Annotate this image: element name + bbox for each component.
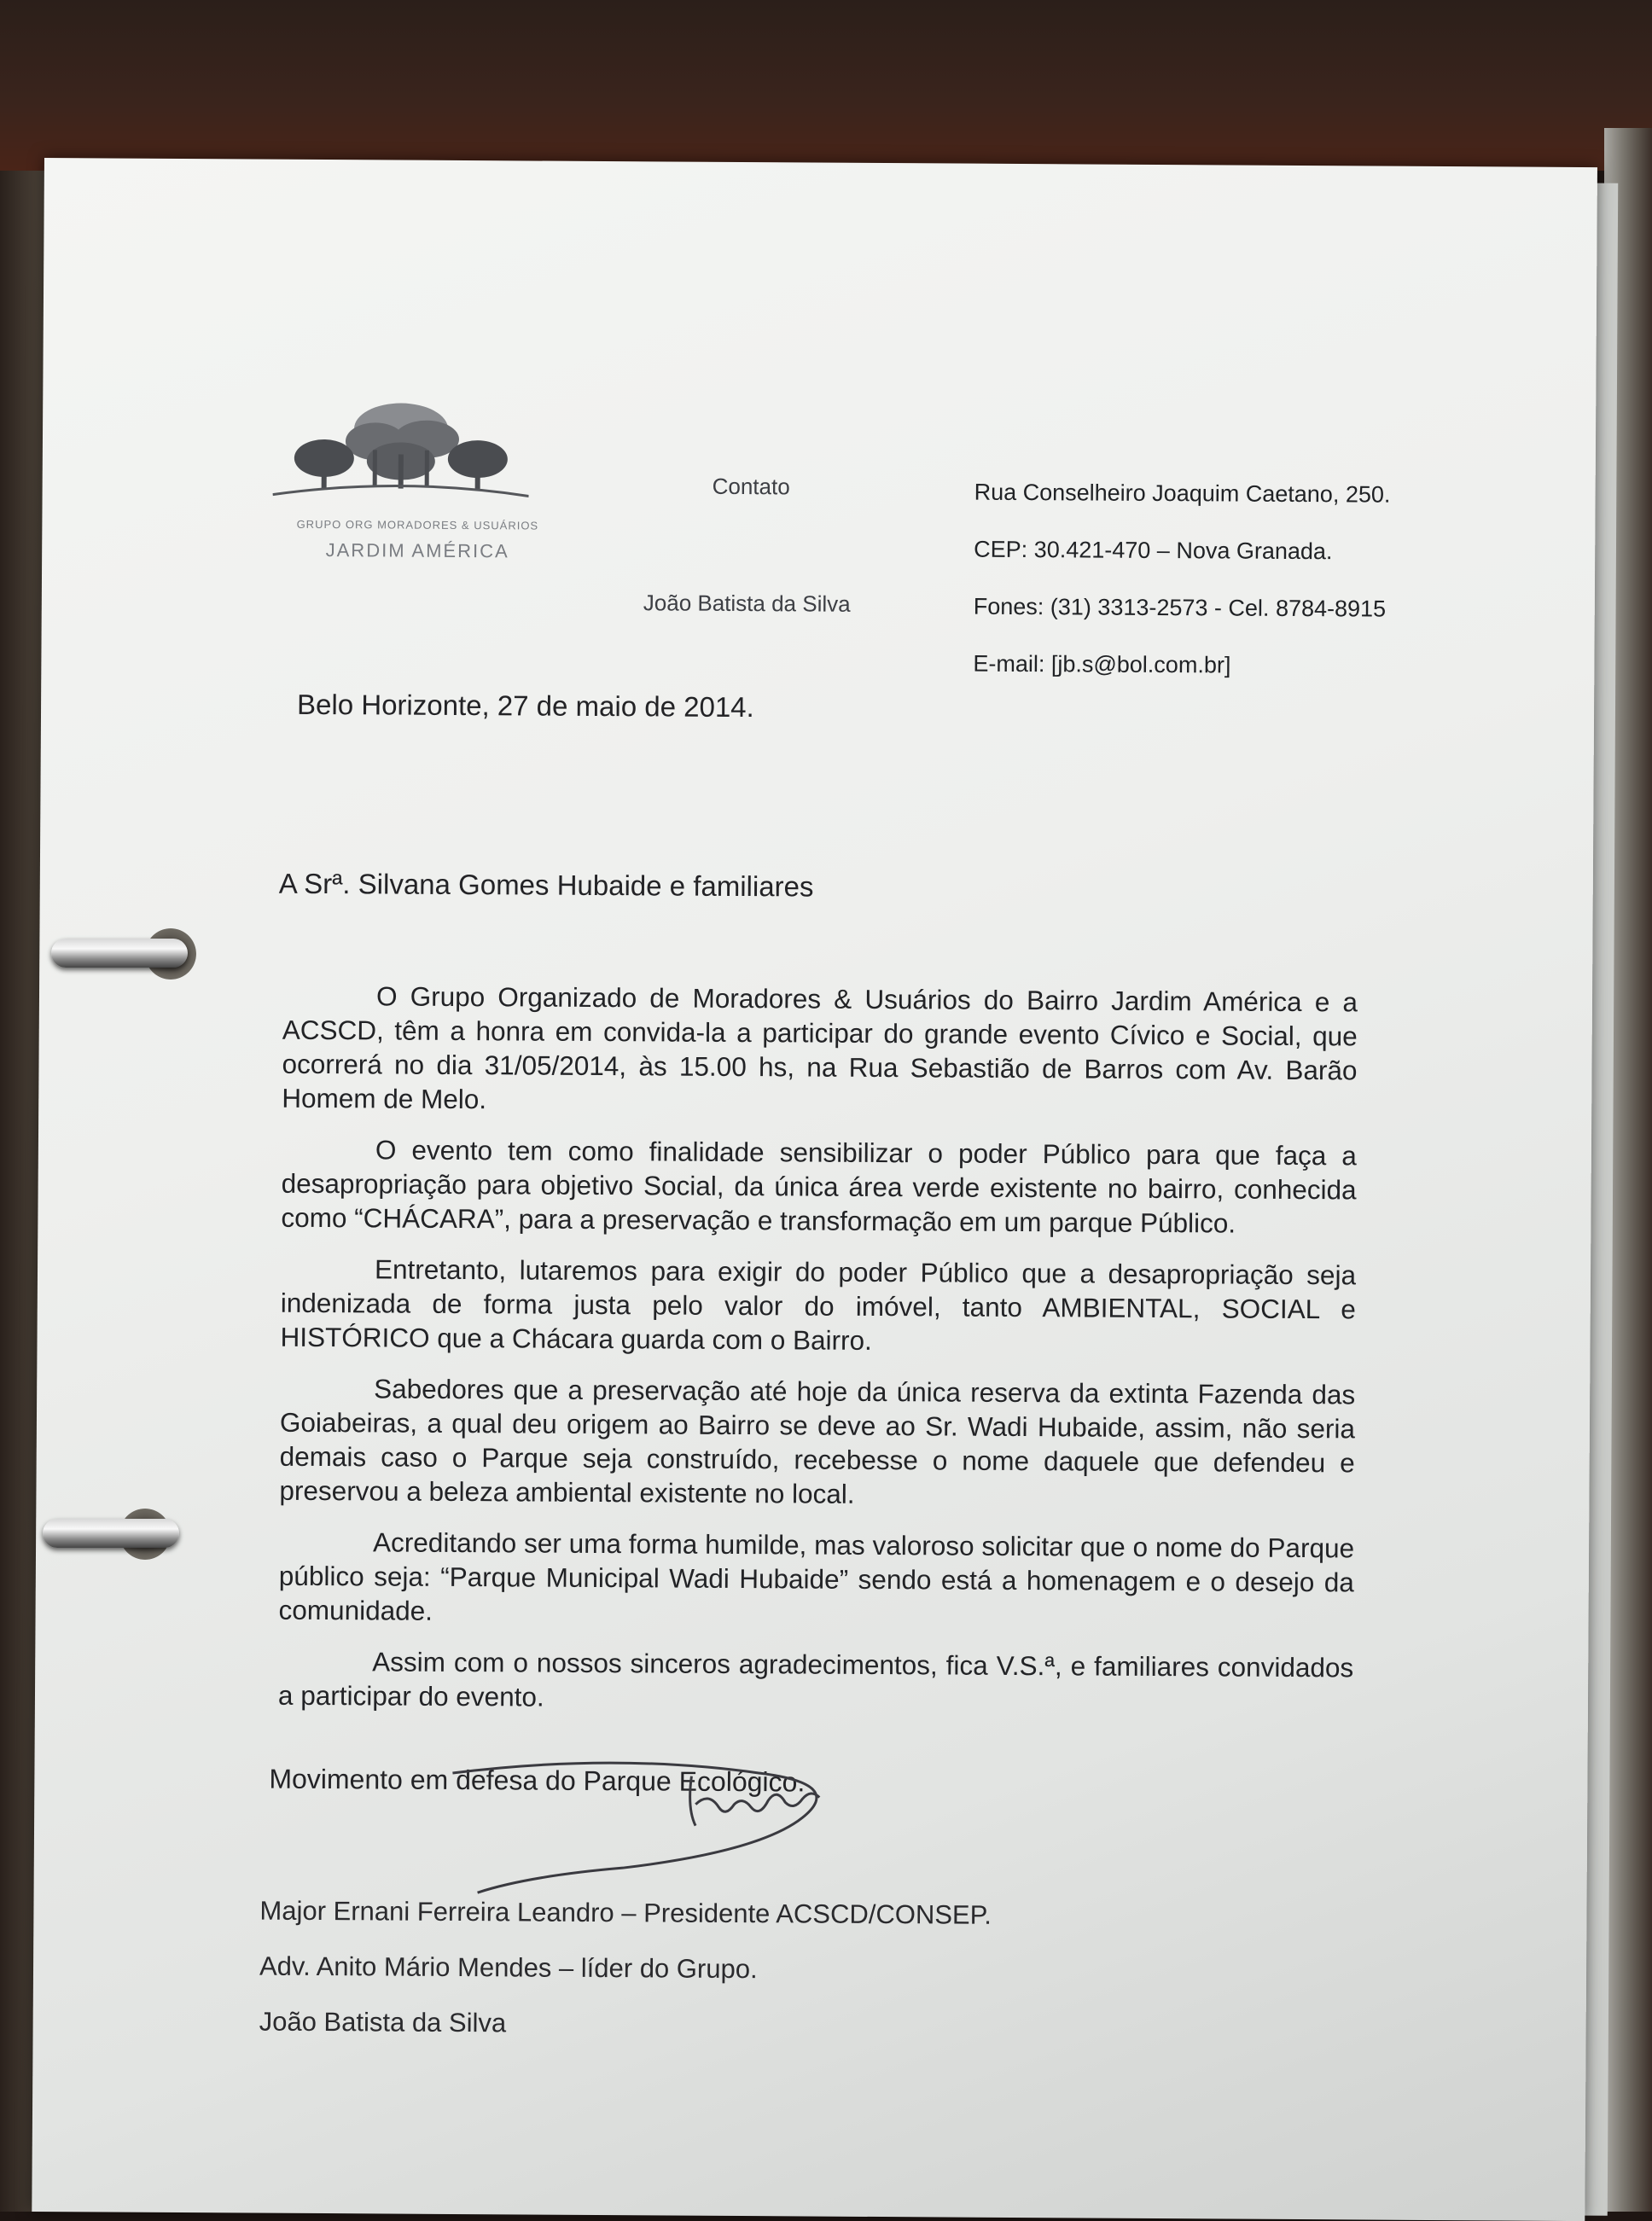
address-cep: CEP: 30.421-470 – Nova Granada. [974, 536, 1333, 565]
address-street: Rua Conselheiro Joaquim Caetano, 250. [974, 479, 1391, 508]
background-top [0, 0, 1652, 171]
signer-2: Adv. Anito Mário Mendes – líder do Grupo. [259, 1951, 758, 1985]
paragraph: Assim com o nossos sinceros agradecimentos, fica V.S.ª, e familiares convidados a participar do evento. [277, 1646, 1354, 1712]
address-email: E-mail: [jb.s@bol.com.br] [973, 650, 1231, 678]
recipient-line: A Srª. Silvana Gomes Hubaide e familiares [278, 867, 814, 903]
logo-small-text: GRUPO ORG MORADORES & USUÁRIOS [296, 517, 539, 532]
paragraph: O evento tem como finalidade sensibilizar o poder Público para que faça a desapropriação para objetivo Social, da única área verde existente no bairro, conhecida como “CHÁCARA”, para a preservação e transformação em um parque Público. [281, 1134, 1357, 1239]
contact-person: João Batista da Silva [643, 590, 851, 617]
paragraph: Acreditando ser uma forma humilde, mas valoroso solicitar que o nome do Parque público seja: “Parque Municipal Wadi Hubaide” sendo está a homenagem e o desejo da comunidade. [278, 1526, 1355, 1626]
signer-1: Major Ernani Ferreira Leandro – Presidente ACSCD/CONSEP. [259, 1895, 992, 1930]
address-phones: Fones: (31) 3313-2573 - Cel. 8784-8915 [973, 593, 1387, 622]
letter-body [278, 979, 1358, 1736]
letter-date: Belo Horizonte, 27 de maio de 2014. [296, 688, 754, 724]
paragraph: Sabedores que a preservação até hoje da única reserva da extinta Fazenda das Goiabeiras, a qual deu origem ao Bairro se deve ao Sr. Wadi Hubaide, assim, não seria demais caso o Parque seja construído, recebesse o nome daquele que defendeu e preservou a beleza ambiental existente no local. [279, 1373, 1356, 1509]
binder-ring-top [51, 939, 188, 968]
handwritten-signature [401, 1756, 914, 1904]
contact-label: Contato [712, 473, 790, 500]
letter-sheet [32, 158, 1597, 2221]
logo-name: JARDIM AMÉRICA [325, 539, 509, 562]
paragraph: Entretanto, lutaremos para exigir do poder Público que a desapropriação seja indenizada de forma justa pelo valor do imóvel, tanto AMBIENTAL, SOCIAL e HISTÓRICO que a Chácara guarda com o Bairro. [280, 1253, 1357, 1356]
binder-ring-bottom [43, 1519, 179, 1548]
closing-line: Movimento em defesa do Parque Ecológico. [269, 1763, 806, 1798]
logo-caption [238, 517, 596, 563]
signer-3: João Batista da Silva [259, 2006, 507, 2038]
paragraph: O Grupo Organizado de Moradores & Usuários do Bairro Jardim América e a ACSCD, têm a honra em convida-la a participar do grande evento Cívico e Social, que ocorrerá no dia 31/05/2014, às 15.00 hs, na Rua Sebastião de Barros com Av. Barão Homem de Melo. [282, 980, 1358, 1115]
